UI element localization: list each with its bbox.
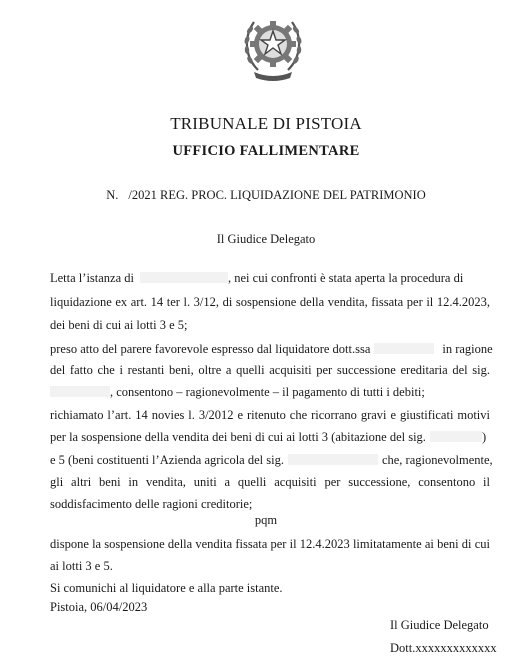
- body-line-4b: in ragione: [442, 342, 493, 356]
- body-line-10: gli altri beni in vendita, uniti a quelli acquisiti per successione, consentono il: [50, 475, 490, 489]
- redacted-name-1: [140, 272, 228, 283]
- redacted-name-5: [288, 454, 378, 465]
- redacted-name-4: [430, 431, 482, 442]
- body-line-14: Si comunichi al liquidatore e alla parte istante.: [50, 581, 283, 595]
- body-line-8b: ): [481, 430, 487, 444]
- body-line-11: soddisfacimento delle ragioni creditorie;: [50, 497, 253, 511]
- body-line-9b: che, ragionevolmente,: [381, 453, 493, 467]
- body-line-8a: per la sospensione della vendita dei beni di cui ai lotti 3 (abitazione del sig.: [50, 430, 426, 444]
- italian-republic-emblem-icon: [240, 4, 306, 86]
- body-line-1a: Letta l’istanza di: [50, 271, 134, 285]
- office-name: UFFICIO FALLIMENTARE: [172, 143, 360, 159]
- body-line-8: [50, 429, 490, 445]
- body-line-9a: e 5 (beni costituenti l’Azienda agricola del sig.: [50, 453, 284, 467]
- body-line-4: [50, 341, 493, 357]
- signature-name: Dott.xxxxxxxxxxxxx: [390, 641, 497, 655]
- body-line-4a: preso atto del parere favorevole espresso dal liquidatore dott.ssa: [50, 342, 371, 356]
- signature-role: Il Giudice Delegato: [390, 618, 489, 632]
- procedure-number: [0, 188, 532, 203]
- body-line-6: [50, 384, 490, 400]
- body-line-1b: , nei cui confronti è stata aperta la procedura di: [228, 271, 464, 285]
- body-line-9: [50, 452, 493, 468]
- judge-heading: Il Giudice Delegato: [216, 232, 316, 246]
- body-line-7: richiamato l’art. 14 novies l. 3/2012 e ritenuto che ricorrano gravi e giustificati motivi: [50, 408, 490, 422]
- body-line-3: dei beni di cui ai lotti 3 e 5;: [50, 318, 188, 332]
- body-line-2: liquidazione ex art. 14 ter l. 3/12, di sospensione della vendita, fissata per il 12.4.2023,: [50, 295, 490, 309]
- pqm-heading: pqm: [254, 513, 278, 527]
- body-line-13: ai lotti 3 e 5.: [50, 559, 113, 573]
- body-line-6-text: , consentono – ragionevolmente – il pagamento di tutti i debiti;: [110, 385, 425, 399]
- procedure-prefix: N.: [106, 188, 119, 202]
- body-line-5: del fatto che i restanti beni, oltre a quelli acquisiti per successione ereditaria del sig.: [50, 363, 490, 377]
- redacted-name-2: [374, 343, 434, 354]
- procedure-suffix: /2021 REG. PROC. LIQUIDAZIONE DEL PATRIMONIO: [128, 188, 426, 202]
- redacted-name-3: [50, 386, 110, 397]
- body-line-12: dispone la sospensione della vendita fissata per il 12.4.2023 limitatamente ai beni di cui: [50, 537, 490, 551]
- court-name: TRIBUNALE DI PISTOIA: [170, 114, 362, 133]
- place-date: Pistoia, 06/04/2023: [50, 600, 148, 614]
- body-line-1: [50, 270, 490, 286]
